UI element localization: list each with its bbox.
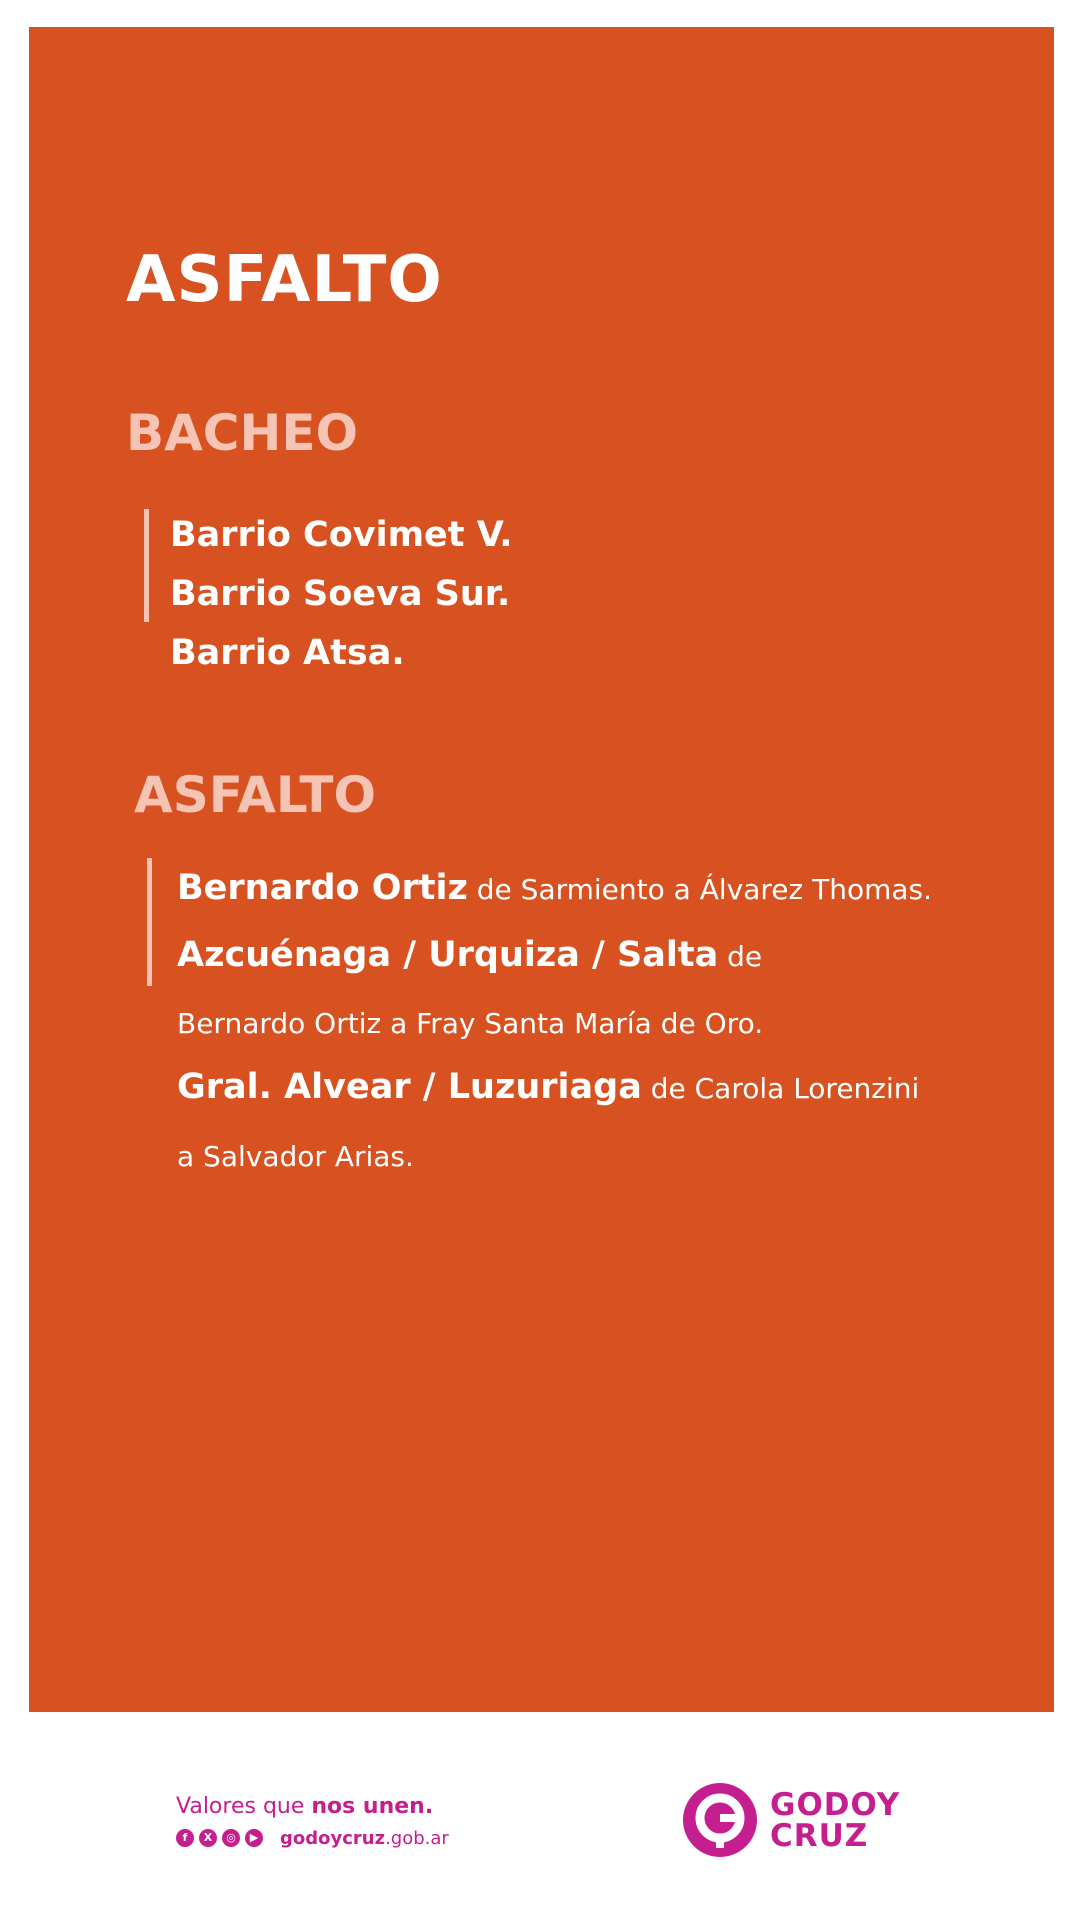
list-item: Azcuénaga / Urquiza / Salta de — [177, 935, 763, 975]
list-item: Barrio Covimet V. — [170, 515, 513, 555]
list-item: a Salvador Arias. — [177, 1140, 414, 1173]
asfalto-accent-bar — [147, 858, 152, 986]
list-item: Gral. Alvear / Luzuriaga de Carola Lorenzini — [177, 1067, 920, 1107]
bacheo-accent-bar — [144, 509, 149, 622]
logo-text: GODOY CRUZ — [770, 1787, 901, 1854]
list-item: Barrio Soeva Sur. — [170, 574, 511, 614]
list-item: Bernardo Ortiz a Fray Santa María de Oro. — [177, 1007, 764, 1040]
list-item: Barrio Atsa. — [170, 633, 405, 673]
website-link[interactable]: godoycruz.gob.ar — [280, 1828, 449, 1849]
asfalto-heading: ASFALTO — [134, 766, 377, 824]
footer-tagline: Valores que nos unen. — [176, 1794, 434, 1819]
page-title: ASFALTO — [126, 243, 443, 317]
youtube-icon[interactable]: ▶ — [245, 1829, 263, 1847]
godoy-cruz-logo-icon — [682, 1782, 758, 1858]
bacheo-heading: BACHEO — [126, 404, 359, 462]
facebook-icon[interactable]: f — [176, 1829, 194, 1847]
x-icon[interactable]: X — [199, 1829, 217, 1847]
social-icons — [176, 1829, 263, 1847]
instagram-icon[interactable]: ◎ — [222, 1829, 240, 1847]
list-item: Bernardo Ortiz de Sarmiento a Álvarez Thomas. — [177, 868, 933, 908]
